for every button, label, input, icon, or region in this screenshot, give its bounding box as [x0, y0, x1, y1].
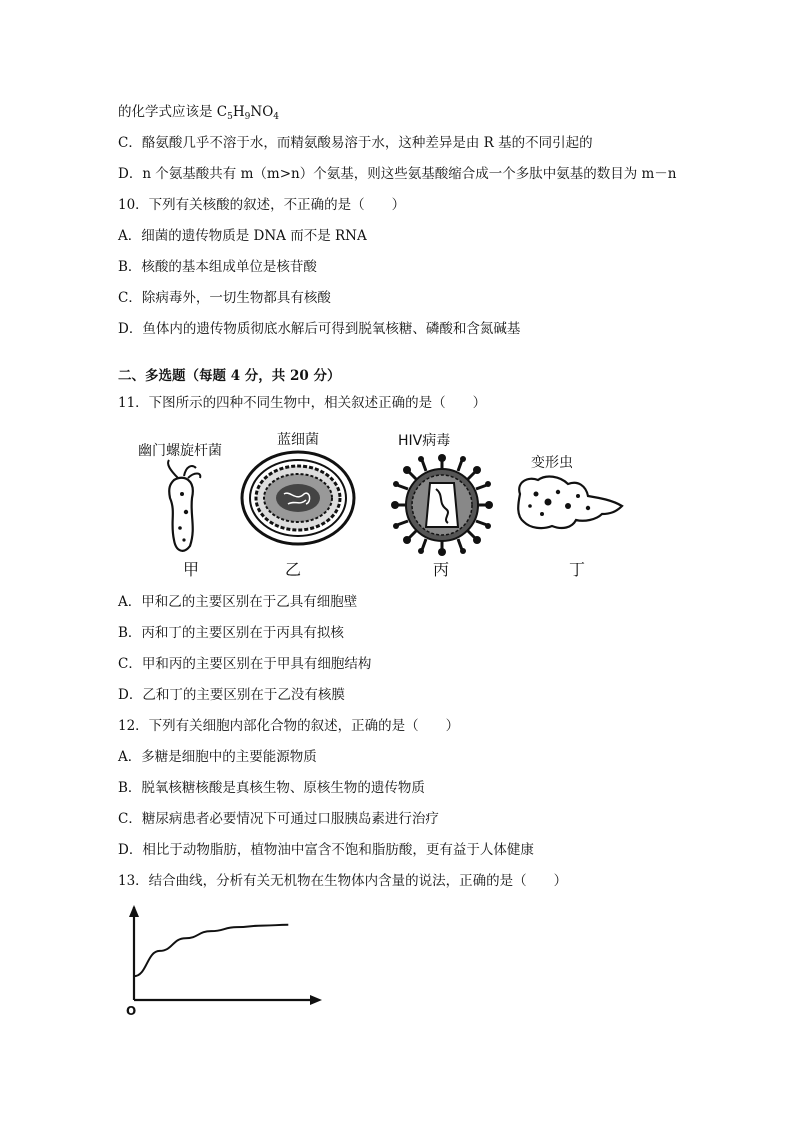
section-2-heading: 二、多选题（每题 4 分，共 20 分）	[118, 368, 341, 384]
caption-ding: 丁	[569, 560, 586, 579]
amoeba-illustration	[512, 472, 632, 542]
caption-jia: 甲	[183, 560, 200, 579]
q11-stem: 11．下图所示的四种不同生物中，相关叙述正确的是（ ）	[118, 395, 487, 411]
hiv-illustration	[392, 455, 492, 555]
q9-option-c: C．酪氨酸几乎不溶于水，而精氨酸易溶于水，这种差异是由 R 基的不同引起的	[118, 135, 593, 151]
q11-option-a: A．甲和乙的主要区别在于乙具有细胞壁	[118, 594, 358, 610]
q13-stem: 13．结合曲线，分析有关无机物在生物体内含量的说法，正确的是（ ）	[118, 873, 568, 889]
q10-option-c: C．除病毒外，一切生物都具有核酸	[118, 290, 331, 306]
formula-sub2: 9	[244, 112, 251, 122]
caption-bing: 丙	[433, 560, 450, 579]
formula-h: H	[232, 104, 245, 120]
q10-option-a: A．细菌的遗传物质是 DNA 而不是 RNA	[118, 228, 367, 244]
formula-sub3: 4	[273, 112, 279, 122]
formula-prefix: 的化学式应该是 C	[118, 104, 228, 120]
q13-curve-chart	[120, 905, 320, 1020]
origin-label: O	[126, 1004, 137, 1018]
q10-stem: 10．下列有关核酸的叙述，不正确的是（ ）	[118, 197, 406, 213]
y-axis-arrow	[129, 905, 139, 917]
organism-name-h-pylori: 幽门螺旋杆菌	[138, 443, 222, 459]
formula-no: NO	[250, 104, 274, 120]
organism-name-hiv: HIV病毒	[398, 433, 451, 449]
q12-stem: 12．下列有关细胞内部化合物的叙述，正确的是（ ）	[118, 718, 460, 734]
q12-option-d: D．相比于动物脂肪，植物油中富含不饱和脂肪酸，更有益于人体健康	[118, 842, 534, 858]
cyanobacteria-illustration	[240, 450, 360, 550]
q9-b-continued	[118, 103, 279, 126]
q11-option-d: D．乙和丁的主要区别在于乙没有核膜	[118, 687, 345, 703]
q9-option-d: D．n 个氨基酸共有 m（m>n）个氨基，则这些氨基酸缩合成一个多肽中氨基的数目为 m－n	[118, 166, 677, 182]
formula-sub1: 5	[227, 112, 233, 122]
q12-option-a: A．多糖是细胞中的主要能源物质	[118, 749, 317, 765]
series-line-curve	[134, 925, 288, 976]
q12-option-c: C．糖尿病患者必要情况下可通过口服胰岛素进行治疗	[118, 811, 439, 827]
h-pylori-illustration	[160, 458, 220, 558]
q11-option-b: B．丙和丁的主要区别在于丙具有拟核	[118, 625, 344, 641]
q11-option-c: C．甲和丙的主要区别在于甲具有细胞结构	[118, 656, 372, 672]
q12-option-b: B．脱氧核糖核酸是真核生物、原核生物的遗传物质	[118, 780, 425, 796]
caption-yi: 乙	[285, 560, 302, 579]
organism-name-cyanobacteria: 蓝细菌	[277, 432, 319, 448]
organism-name-amoeba: 变形虫	[531, 455, 573, 471]
x-axis-arrow	[310, 995, 322, 1005]
q10-option-d: D．鱼体内的遗传物质彻底水解后可得到脱氧核糖、磷酸和含氮碱基	[118, 321, 521, 337]
q10-option-b: B．核酸的基本组成单位是核苷酸	[118, 259, 317, 275]
